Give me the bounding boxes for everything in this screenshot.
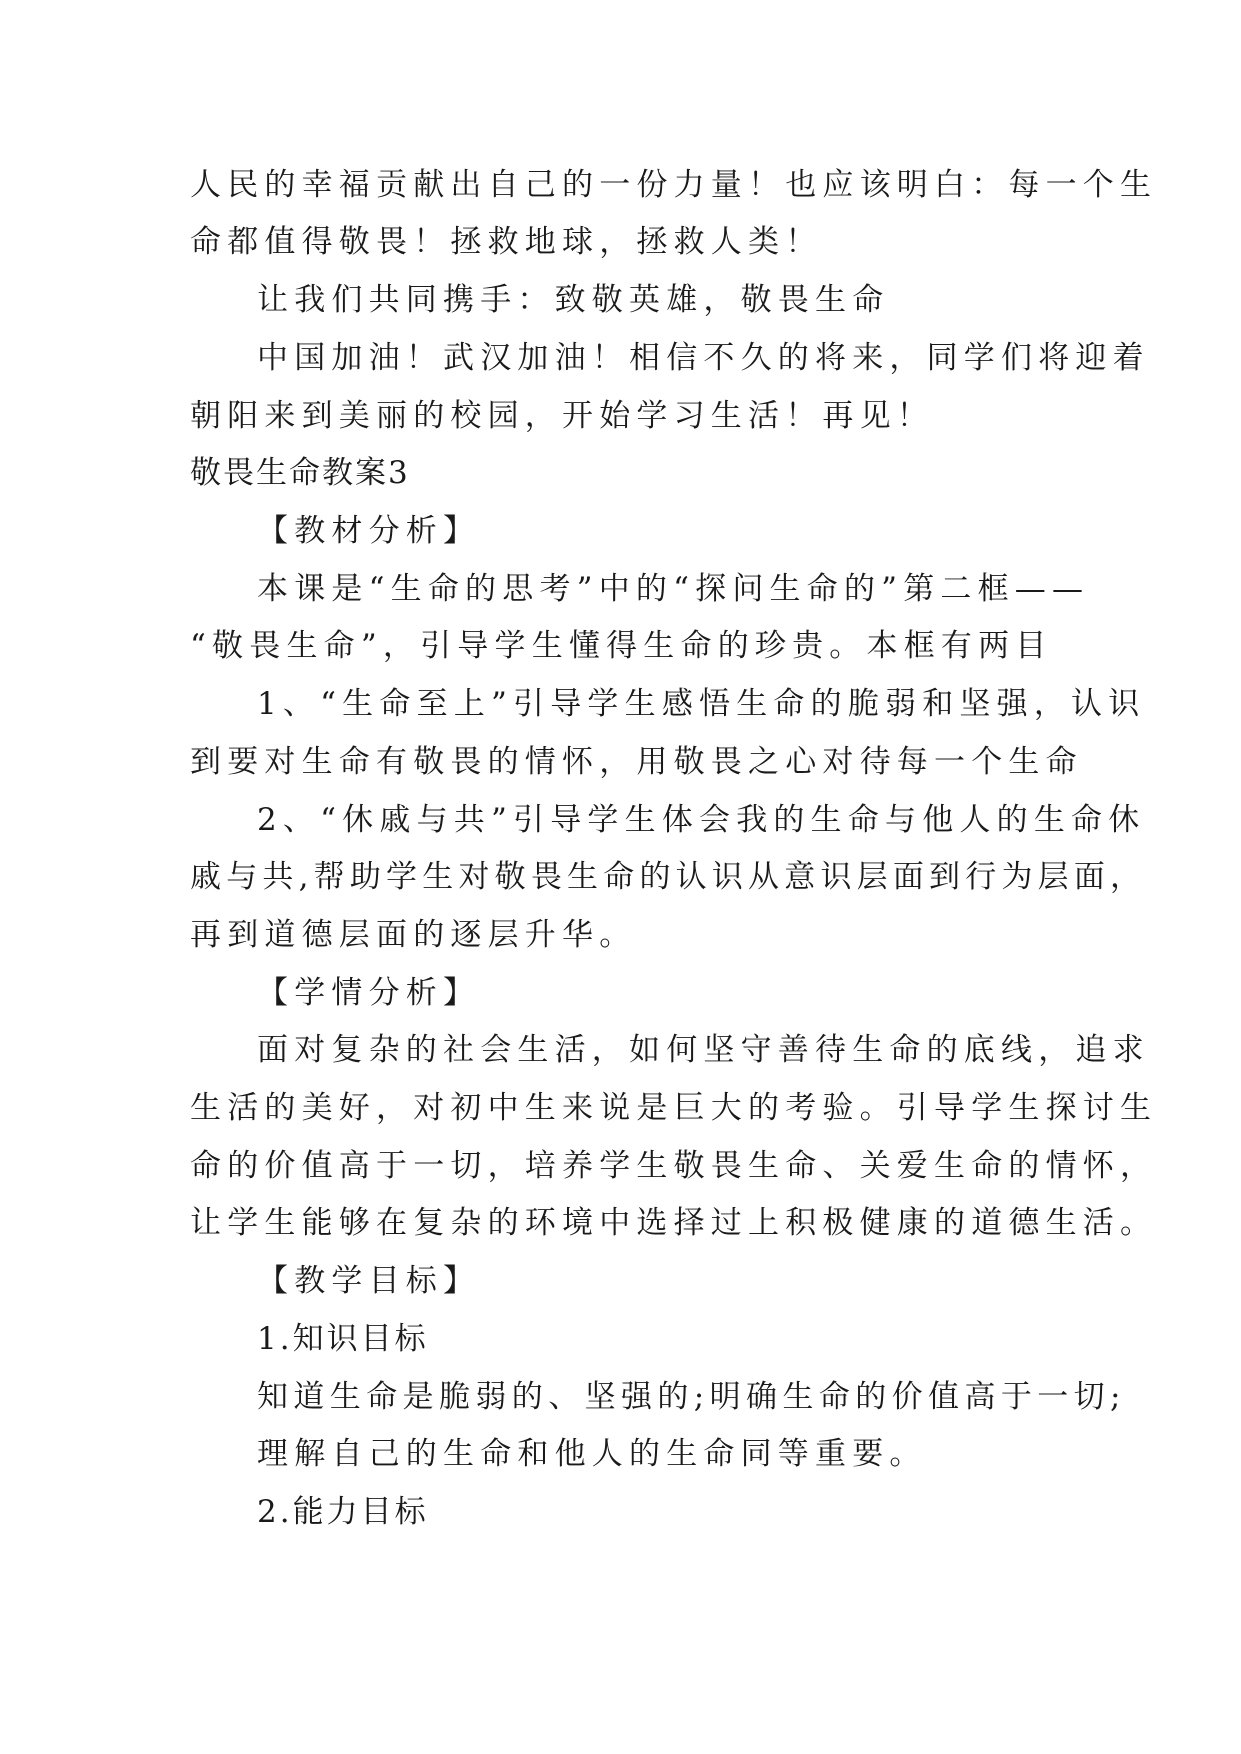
body-text-line: 知道生命是脆弱的、坚强的;明确生命的价值高于一切; [257,1379,1126,1415]
body-text-line: 到要对生命有敬畏的情怀，用敬畏之心对待每一个生命 [190,744,1083,780]
body-text-line: 让我们共同携手：致敬英雄，敬畏生命 [257,282,890,318]
body-text-line: 命都值得敬畏！拯救地球，拯救人类！ [190,224,823,260]
body-text-line: 人民的幸福贡献出自己的一份力量！也应该明白：每一个生 [190,167,1158,203]
body-text-line: 让学生能够在复杂的环境中选择过上积极健康的道德生活。 [190,1205,1158,1241]
body-text-line: 再到道德层面的逐层升华。 [190,917,637,953]
list-heading: 1.知识目标 [257,1321,429,1357]
body-text-line: “敬畏生命”，引导学生懂得生命的珍贵。本框有两目 [190,628,1053,664]
body-text-line: 本课是“生命的思考”中的“探问生命的”第二框—— [257,571,1090,607]
body-text-line: 命的价值高于一切，培养学生敬畏生命、关爱生命的情怀， [190,1148,1158,1184]
body-text-line: 2、“休戚与共”引导学生体会我的生命与他人的生命休 [257,802,1146,838]
subsection-heading: 【教学目标】 [257,1263,481,1299]
list-heading: 2.能力目标 [257,1494,429,1530]
body-text-line: 中国加油！武汉加油！相信不久的将来，同学们将迎着 [257,340,1150,376]
subsection-heading: 【教材分析】 [257,513,481,549]
body-text-line: 面对复杂的社会生活，如何坚守善待生命的底线，追求 [257,1032,1150,1068]
body-text-line: 朝阳来到美丽的校园，开始学习生活！再见！ [190,398,934,434]
body-text-line: 戚与共,帮助学生对敬畏生命的认识从意识层面到行为层面， [190,859,1147,895]
body-text-line: 生活的美好，对初中生来说是巨大的考验。引导学生探讨生 [190,1090,1158,1126]
body-text-line: 理解自己的生命和他人的生命同等重要。 [257,1436,927,1472]
subsection-heading: 【学情分析】 [257,975,481,1011]
section-heading: 敬畏生命教案3 [190,455,410,491]
body-text-line: 1、“生命至上”引导学生感悟生命的脆弱和坚强，认识 [257,686,1146,722]
